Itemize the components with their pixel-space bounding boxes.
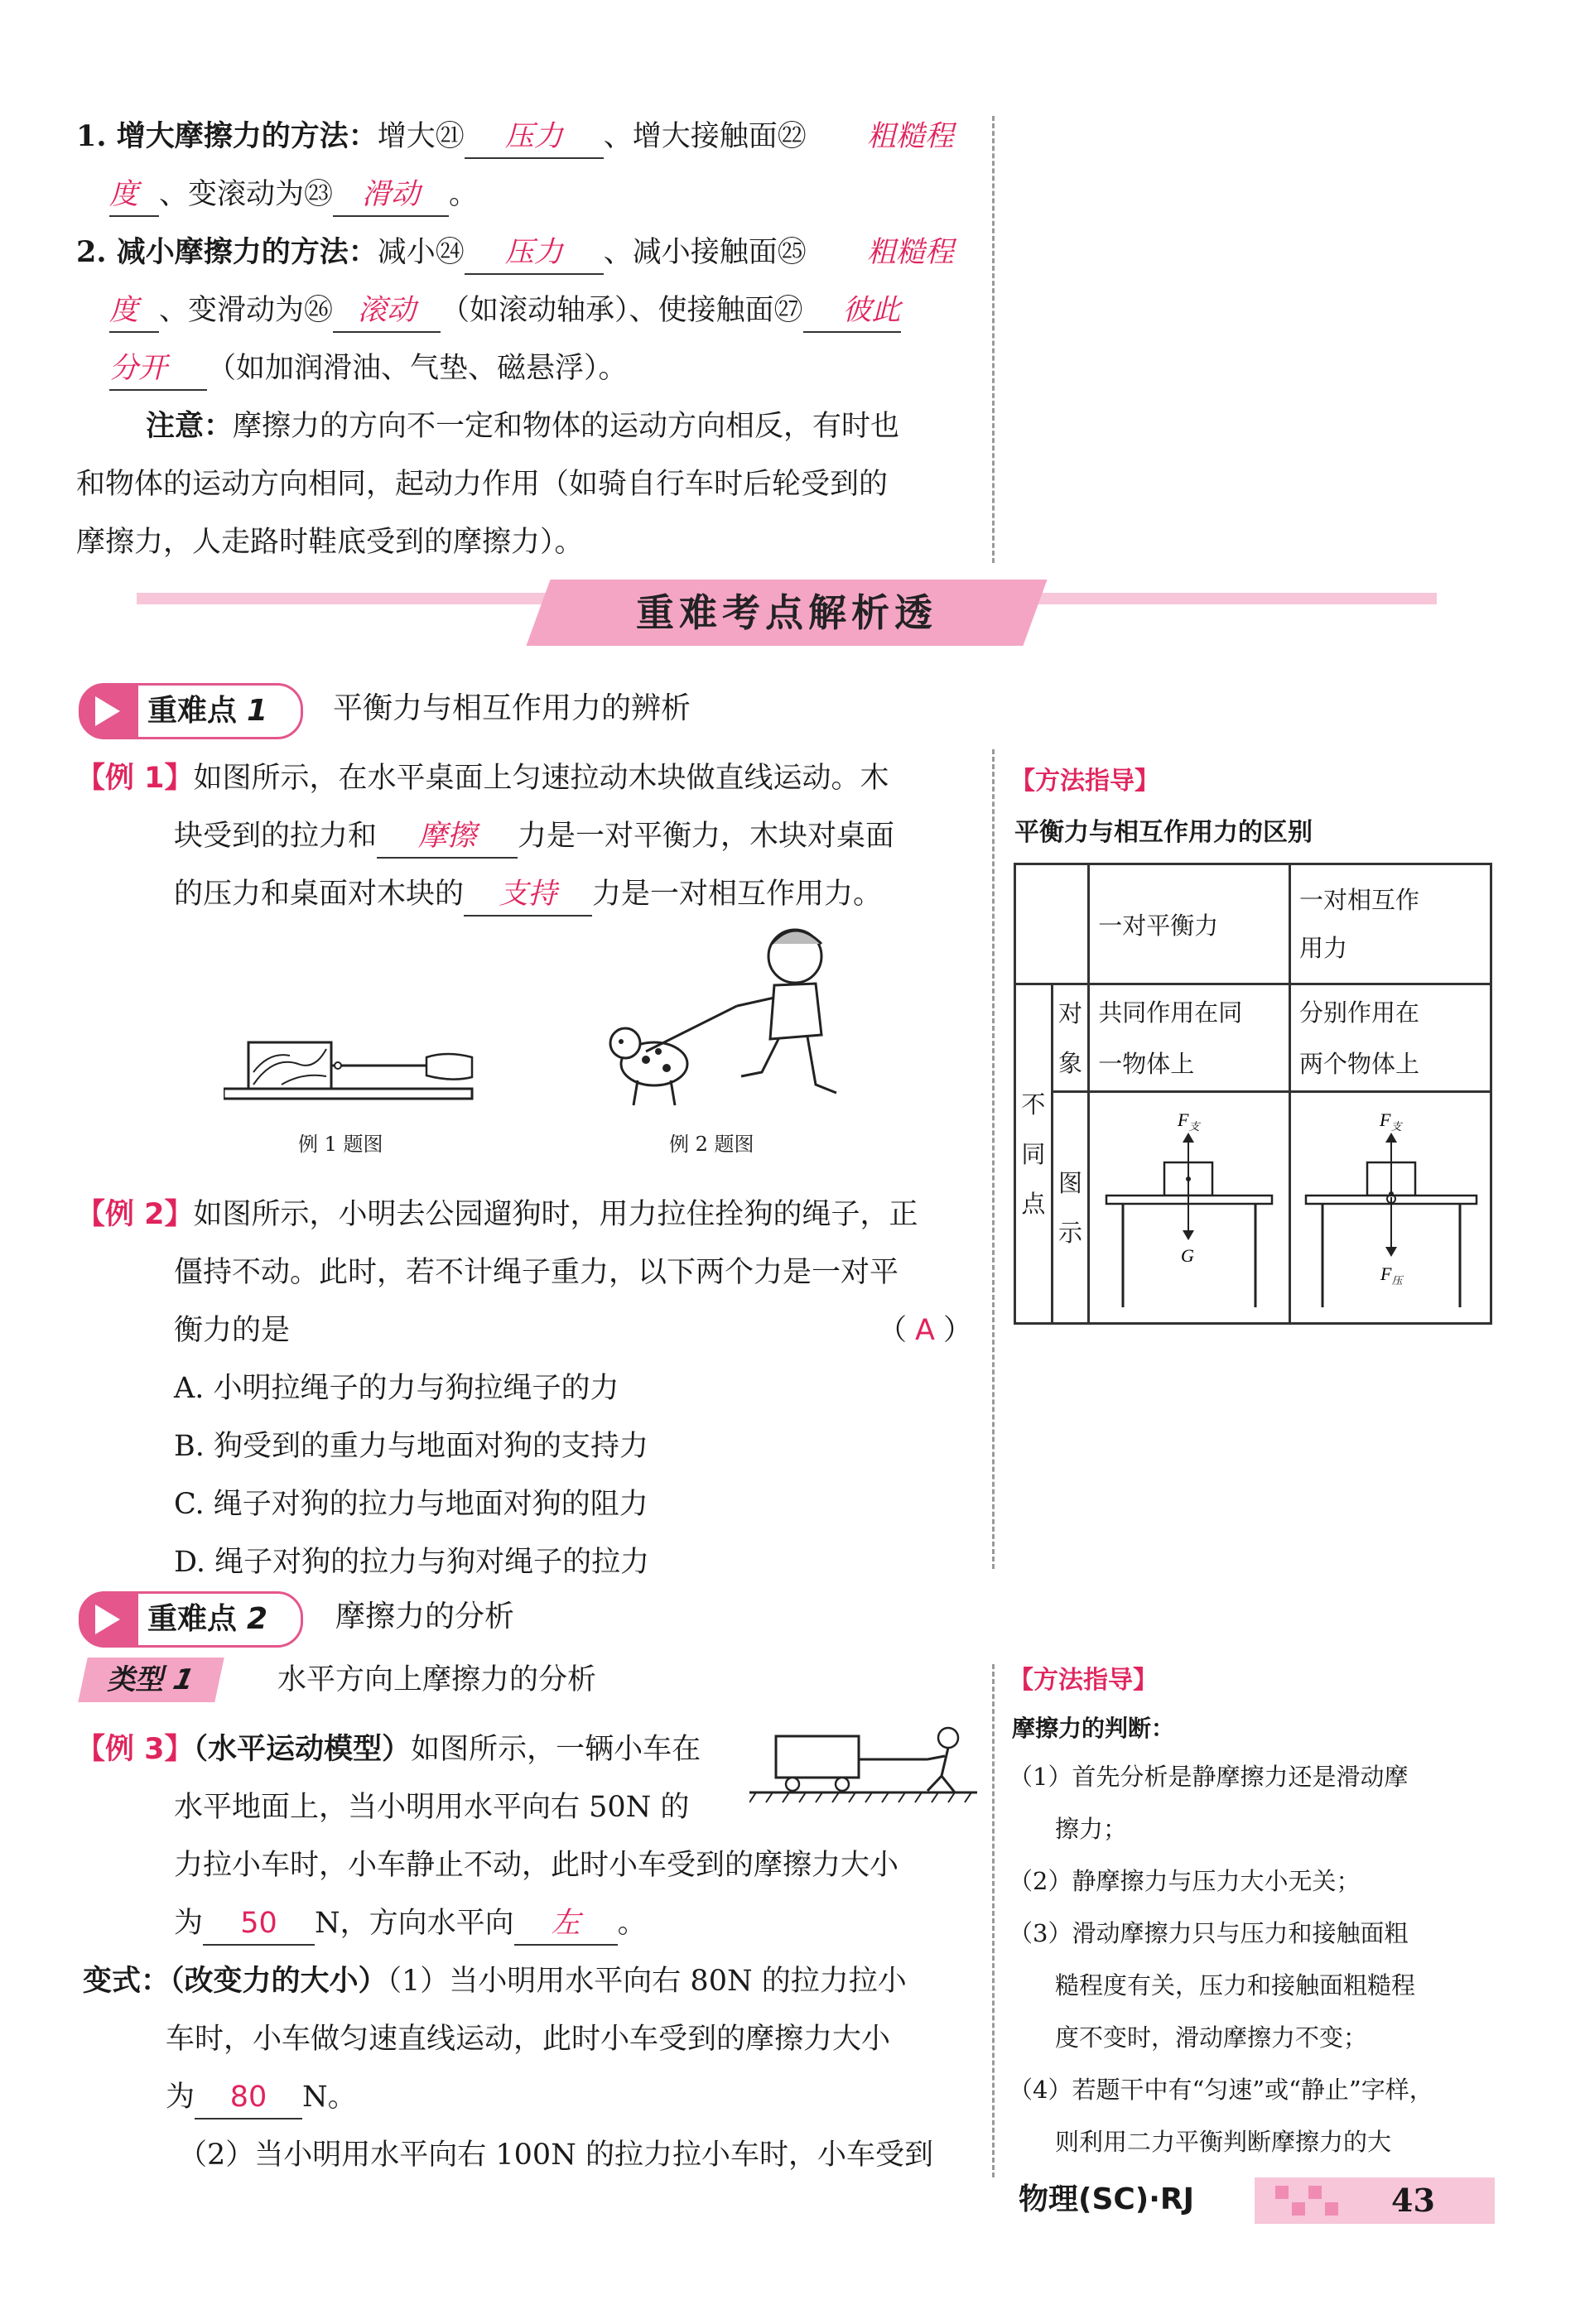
type1-title: 水平方向上摩擦力的分析 <box>277 1663 597 1696</box>
item2-line3: 分开 （如加润滑油、气垫、磁悬浮）。 <box>109 339 628 397</box>
var-line3: 为 80 N。 <box>166 2068 357 2126</box>
ex2-option-c: C. 绳子对狗的拉力与地面对狗的阻力 <box>174 1488 648 1521</box>
ex3-answer2: 左 <box>514 1903 618 1946</box>
table-header-interaction: 一对相互作 用力 <box>1290 864 1491 984</box>
guide2-line-4: （3）滑动摩擦力只与压力和接触面粗 <box>1009 1919 1409 1947</box>
var-line1: 变式：（改变力的大小）（1）当小明用水平向右 80N 的拉力拉小 <box>83 1965 907 1998</box>
guide1-title: 平衡力与相互作用力的区别 <box>1014 818 1313 847</box>
guide2-title: 摩擦力的判断： <box>1012 1715 1175 1742</box>
var-line4: （2）当小明用水平向右 100N 的拉力拉小车时，小车受到 <box>178 2139 933 2172</box>
ex1-tag: 【例 1】 <box>76 762 194 795</box>
guide2-line-7: （4）若题干中有“匀速”或“静止”字样， <box>1009 2076 1433 2104</box>
guide2-tag: 【方法指导】 <box>1009 1666 1158 1695</box>
footer-deco <box>1308 2186 1322 2199</box>
answer-22a: 粗糙程 <box>866 120 954 153</box>
table-diff-label: 不 同 点 <box>1015 984 1053 1324</box>
guide1-tag: 【方法指导】 <box>1010 767 1159 796</box>
ex2-line3: 衡力的是 <box>174 1314 291 1347</box>
ex1-answer2: 支持 <box>464 873 592 917</box>
balance-force-diagram <box>1090 1096 1287 1320</box>
point1-badge: 重难点 1 <box>79 683 303 739</box>
ex1-line2: 块受到的拉力和 摩擦 力是一对平衡力，木块对桌面 <box>174 807 894 865</box>
item2-line1: 2. 减小摩擦力的方法：减小㉔ 压力 、减小接触面㉕ 粗糙程 <box>76 224 954 281</box>
ex2-option-b: B. 狗受到的重力与地面对狗的支持力 <box>174 1430 648 1463</box>
answer-27a: 彼此 <box>803 290 901 333</box>
item1-line1: 1. 增大摩擦力的方法：增大㉑ 压力 、增大接触面㉒ 粗糙程 <box>76 108 954 166</box>
footer-band <box>1255 2177 1495 2224</box>
answer-21: 压力 <box>465 116 604 159</box>
table-figure-interaction <box>1290 1092 1491 1324</box>
note-line3: 摩擦力，人走路时鞋底受到的摩擦力）。 <box>76 526 584 559</box>
table-object-label: 对 象 <box>1052 984 1089 1092</box>
note-line1: 注意：摩擦力的方向不一定和物体的运动方向相反，有时也 <box>146 410 900 443</box>
point2-badge: 重难点 2 <box>79 1591 303 1648</box>
item2-label: 2. 减小摩擦力的方法： <box>76 235 378 269</box>
guide2-line-8: 则利用二力平衡判断摩擦力的大 <box>1055 2128 1392 2156</box>
gravity-label: G <box>1181 1244 1195 1266</box>
var-answer1: 80 <box>195 2076 302 2120</box>
interaction-force-diagram <box>1291 1096 1490 1320</box>
ex3-line3: 力拉小车时，小车静止不动，此时小车受到的摩擦力大小 <box>174 1849 899 1882</box>
fig2-caption: 例 2 题图 <box>669 1133 754 1156</box>
table-corner <box>1015 864 1089 984</box>
table-header-balance: 一对平衡力 <box>1089 864 1290 984</box>
var-label: 变式： <box>83 1965 171 1998</box>
ex1-answer1: 摩擦 <box>377 816 518 859</box>
item1-label: 1. 增大摩擦力的方法： <box>76 119 378 153</box>
ex3-answer1: 50 <box>203 1903 315 1946</box>
var-line2: 车时，小车做匀速直线运动，此时小车受到的摩擦力大小 <box>166 2023 891 2056</box>
ex2-line2: 僵持不动。此时，若不计绳子重力，以下两个力是一对平 <box>174 1256 899 1289</box>
answer-25b: 度 <box>109 290 159 333</box>
ex1-line1: 【例 1】如图所示，在水平桌面上匀速拉动木块做直线运动。木 <box>76 762 889 795</box>
f-support-label-2: F <box>1380 1109 1391 1130</box>
fig1-caption: 例 1 题图 <box>298 1133 383 1156</box>
note-line2: 和物体的运动方向相同，起动力作用（如骑自行车时后轮受到的 <box>76 468 889 501</box>
ex2-answer-paren: （ A ） <box>878 1314 972 1347</box>
type1-badge: 类型1 <box>78 1658 224 1702</box>
ex2-tag: 【例 2】 <box>76 1198 194 1231</box>
svg-text:F支: $F_支$ <box>1178 1109 1200 1133</box>
answer-23: 滑动 <box>333 174 449 217</box>
item2-line2: 度 、变滑动为㉖ 滚动 （如滚动轴承）、使接触面㉗ 彼此 <box>109 281 901 339</box>
guide2-line-1: （1）首先分析是静摩擦力还是滑动摩 <box>1009 1763 1409 1791</box>
ex1-line3: 的压力和桌面对木块的 支持 力是一对相互作用力。 <box>174 865 882 923</box>
banner-title: 重难考点解析透 <box>636 590 937 635</box>
fig2-dog-walk-diagram <box>596 919 853 1114</box>
footer-subject: 物理(SC)·RJ <box>1019 2182 1195 2216</box>
answer-25a: 粗糙程 <box>866 236 954 269</box>
table-figure-balance <box>1089 1092 1290 1324</box>
note-label: 注意： <box>146 410 234 443</box>
answer-24: 压力 <box>465 232 604 275</box>
guide2-line-2: 擦力； <box>1055 1815 1128 1843</box>
guide2-body <box>1009 1751 1433 2168</box>
item1-line2: 度 、变滚动为㉓ 滑动 。 <box>109 166 478 224</box>
ex3-line1: 【例 3】（水平运动模型）如图所示，一辆小车在 <box>76 1733 701 1766</box>
guide2-line-5: 糙程度有关，压力和接触面粗糙程 <box>1055 1971 1416 1999</box>
footer-deco <box>1275 2186 1289 2199</box>
svg-text:F压: $F_压$ <box>1380 1263 1403 1287</box>
svg-text:F支: $F_支$ <box>1380 1109 1402 1133</box>
table-object-interaction: 分别作用在 两个物体上 <box>1290 984 1491 1092</box>
fig1-block-diagram <box>224 1039 489 1105</box>
arrow-icon <box>79 683 138 739</box>
footer-deco <box>1325 2202 1338 2216</box>
footer-deco <box>1292 2202 1305 2216</box>
answer-26: 滚动 <box>333 290 441 333</box>
ex3-line4: 为 50 N，方向水平向 左 。 <box>174 1894 647 1952</box>
point2-title: 摩擦力的分析 <box>335 1600 515 1634</box>
ex2-line1: 【例 2】如图所示，小明去公园遛狗时，用力拉住拴狗的绳子，正 <box>76 1198 918 1231</box>
comparison-table <box>1014 863 1492 1325</box>
cart-pull-diagram <box>749 1726 981 1817</box>
guide2-line-6: 度不变时，滑动摩擦力不变； <box>1055 2023 1368 2052</box>
table-object-balance: 共同作用在同 一物体上 <box>1089 984 1290 1092</box>
ex2-option-d: D. 绳子对狗的拉力与狗对绳子的拉力 <box>174 1546 650 1579</box>
f-support-label: F <box>1178 1109 1189 1130</box>
answer-27b: 分开 <box>109 348 207 391</box>
ex2-answer: A <box>915 1314 935 1347</box>
point1-title: 平衡力与相互作用力的辨析 <box>333 691 691 725</box>
answer-22b: 度 <box>109 174 159 217</box>
arrow-icon <box>79 1591 138 1648</box>
ex3-line2: 水平地面上，当小明用水平向右 50N 的 <box>174 1791 690 1824</box>
table-figure-label: 图 示 <box>1052 1092 1089 1324</box>
f-pressure-label: F <box>1380 1263 1392 1284</box>
page-number: 43 <box>1391 2182 1435 2219</box>
guide2-line-3: （2）静摩擦力与压力大小无关； <box>1009 1867 1361 1895</box>
ex3-tag: 【例 3】 <box>76 1733 194 1766</box>
ex2-option-a: A. 小明拉绳子的力与狗拉绳子的力 <box>174 1372 619 1405</box>
